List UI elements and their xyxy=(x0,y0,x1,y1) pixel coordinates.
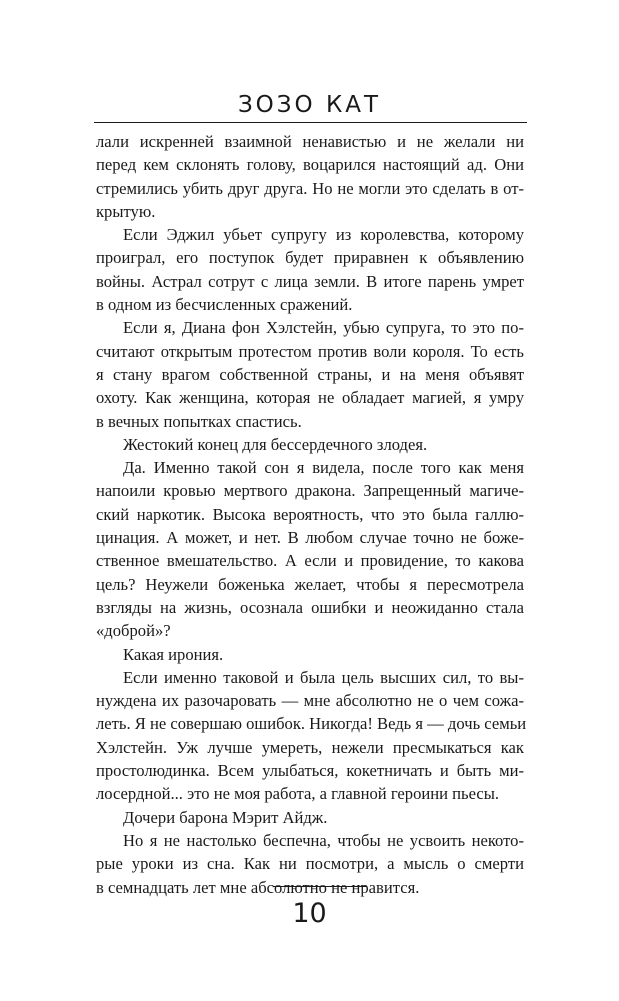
text-line: Да. Именно такой сон я видела, после того как меня xyxy=(123,458,524,478)
text-line: Хэлстейн. Уж лучше умереть, нежели пресмыкаться как xyxy=(96,737,524,757)
body-text xyxy=(96,130,527,899)
text-line: стремились убить друг друга. Но не могли это сделать в от- xyxy=(96,178,524,198)
text-line: рые уроки из сна. Как ни посмотри, а мысль о смерти xyxy=(96,854,524,874)
text-line: ский наркотик. Высока вероятность, что это была галлю- xyxy=(96,504,524,524)
running-header-title: ЗОЗО КАТ xyxy=(237,92,382,118)
text-line: в одном из бесчисленных сражений. xyxy=(96,295,353,315)
header-rule xyxy=(94,122,527,123)
text-line: я стану врагом собственной страны, и на меня объявят xyxy=(96,364,524,384)
text-line: войны. Астрал сотрут с лица земли. В итоге парень умрет xyxy=(96,271,524,291)
text-line: цель? Неужели боженька желает, чтобы я пересмотрела xyxy=(96,574,524,594)
text-line: лали искренней взаимной ненавистью и не желали ни xyxy=(96,132,524,151)
text-line: цинация. А может, и нет. В любом случае точно не боже- xyxy=(96,528,524,548)
text-line: простолюдинка. Всем улыбаться, кокетничать и быть ми- xyxy=(96,761,524,781)
text-line: Если именно таковой и была цель высших сил, то вы- xyxy=(123,667,524,687)
text-line: Дочери барона Мэрит Айдж. xyxy=(123,807,328,827)
text-line: охоту. Как женщина, которая не обладает магией, я умру xyxy=(96,388,524,408)
text-line: считают открытым протестом против воли короля. То есть xyxy=(96,341,524,361)
text-line: напоили кровью мертвого дракона. Запрещенный магиче- xyxy=(96,481,524,501)
footer-rule xyxy=(273,886,367,887)
text-line: леть. Я не совершаю ошибок. Никогда! Ведь я — дочь семьи xyxy=(96,714,527,734)
text-line: крытую. xyxy=(96,201,156,221)
text-line: нуждена их разочаровать — мне абсолютно не о чем сожа- xyxy=(96,691,524,711)
text-line: в вечных попытках спастись. xyxy=(96,411,302,431)
text-line: в семнадцать лет мне абсолютно не нравится. xyxy=(96,877,420,897)
page-number: 10 xyxy=(292,898,327,929)
text-line: Если я, Диана фон Хэлстейн, убью супруга, то это по- xyxy=(123,318,524,338)
text-line: «доброй»? xyxy=(96,621,171,641)
text-line: Какая ирония. xyxy=(123,644,224,664)
text-line: перед кем склонять голову, воцарился настоящий ад. Они xyxy=(96,155,524,175)
text-line: лосердной... это не моя работа, а главной героини пьесы. xyxy=(96,784,500,804)
text-line: Если Эджил убьет супругу из королевства, которому xyxy=(123,225,524,245)
text-line: Жестокий конец для бессердечного злодея. xyxy=(123,434,428,454)
text-line: проиграл, его поступок будет приравнен к объявлению xyxy=(96,248,524,268)
text-line: ственное вмешательство. А если и провидение, то какова xyxy=(96,551,524,571)
text-line: взгляды на жизнь, осознала ошибки и неожиданно стала xyxy=(96,597,524,617)
text-line: Но я не настолько беспечна, чтобы не усвоить некото- xyxy=(123,830,524,850)
